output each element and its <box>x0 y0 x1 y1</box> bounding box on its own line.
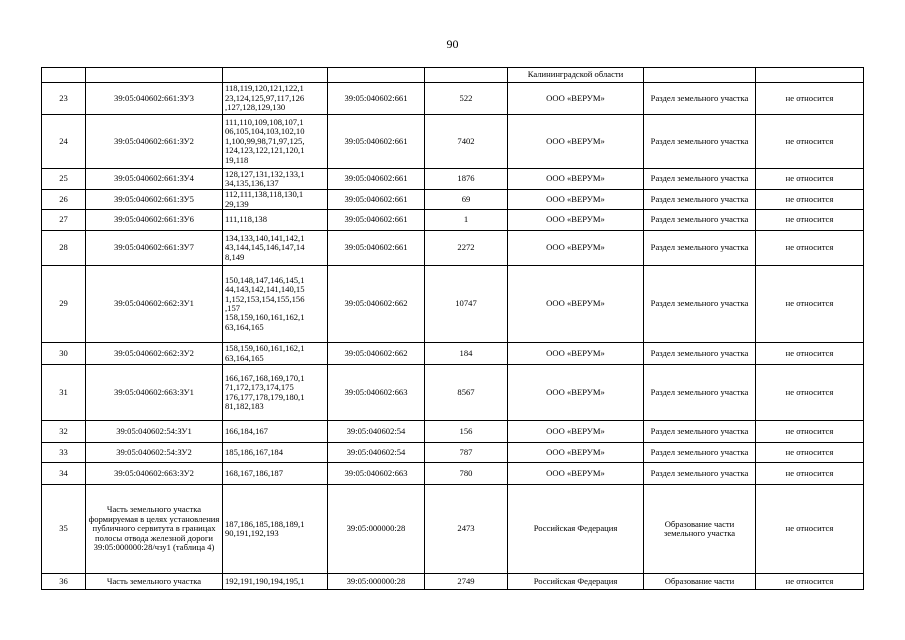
cadastral-number: Часть земельного участка формируемая в целях установления публичного сервитута в границах полосы отвода железной дороги 39:05:000000:28/чзу1 (таблица 4) <box>86 485 223 574</box>
cadastral-number: 39:05:040602:661:ЗУ5 <box>86 190 223 210</box>
owner: ООО «ВЕРУМ» <box>508 443 644 463</box>
restriction-status: не относится <box>756 210 864 231</box>
table-row <box>42 574 864 590</box>
row-number: 30 <box>42 343 86 365</box>
table-row <box>42 463 864 485</box>
cadastral-number: 39:05:040602:54:ЗУ2 <box>86 443 223 463</box>
source-plot: 39:05:040602:662 <box>328 343 425 365</box>
cadastral-number: 39:05:040602:663:ЗУ1 <box>86 365 223 421</box>
source-plot: 39:05:040602:663 <box>328 365 425 421</box>
formation-method: Раздел земельного участка <box>644 421 756 443</box>
owner: ООО «ВЕРУМ» <box>508 365 644 421</box>
boundary-points <box>223 169 328 190</box>
boundary-points <box>223 231 328 266</box>
point-line: 90,191,192,193 <box>225 528 279 538</box>
formation-method: Раздел земельного участка <box>644 115 756 169</box>
owner: ООО «ВЕРУМ» <box>508 421 644 443</box>
table-header-row <box>42 68 864 83</box>
boundary-points <box>223 463 328 485</box>
source-plot: 39:05:000000:28 <box>328 574 425 590</box>
area: 8567 <box>425 365 508 421</box>
restriction-status: не относится <box>756 83 864 115</box>
table-row <box>42 365 864 421</box>
area: 184 <box>425 343 508 365</box>
point-line: 63,164,165 <box>225 321 264 332</box>
boundary-points <box>223 365 328 421</box>
area: 522 <box>425 83 508 115</box>
point-line: ,127,128,129,130 <box>225 102 286 113</box>
cadastral-number: 39:05:040602:663:ЗУ2 <box>86 463 223 485</box>
area: 10747 <box>425 266 508 343</box>
owner: ООО «ВЕРУМ» <box>508 210 644 231</box>
point-line: 166,167,168,169,170,1 <box>225 372 305 383</box>
area: 1876 <box>425 169 508 190</box>
source-plot: 39:05:040602:661 <box>328 231 425 266</box>
boundary-points <box>223 443 328 463</box>
owner: ООО «ВЕРУМ» <box>508 231 644 266</box>
header-cell <box>42 68 86 83</box>
header-cell <box>425 68 508 83</box>
header-cell <box>644 68 756 83</box>
point-line: 29,139 <box>225 198 249 209</box>
point-line: 34,135,136,137 <box>225 178 279 188</box>
point-line: 187,186,185,188,189,1 <box>225 518 305 529</box>
table-row <box>42 421 864 443</box>
header-cell <box>223 68 328 83</box>
formation-method: Раздел земельного участка <box>644 266 756 343</box>
restriction-status: не относится <box>756 574 864 590</box>
formation-method: Раздел земельного участка <box>644 343 756 365</box>
owner: ООО «ВЕРУМ» <box>508 83 644 115</box>
restriction-status: не относится <box>756 421 864 443</box>
land-plot-table <box>41 67 864 590</box>
source-plot: 39:05:040602:661 <box>328 169 425 190</box>
table-row <box>42 343 864 365</box>
area: 2749 <box>425 574 508 590</box>
row-number: 34 <box>42 463 86 485</box>
point-line: 06,105,104,103,102,10 <box>225 126 305 137</box>
point-line: 128,127,131,132,133,1 <box>225 168 305 179</box>
boundary-points <box>223 421 328 443</box>
table-row <box>42 231 864 266</box>
source-plot: 39:05:040602:661 <box>328 210 425 231</box>
boundary-points <box>223 485 328 574</box>
header-cell <box>86 68 223 83</box>
area: 69 <box>425 190 508 210</box>
boundary-points <box>223 83 328 115</box>
owner: ООО «ВЕРУМ» <box>508 169 644 190</box>
source-plot: 39:05:040602:54 <box>328 443 425 463</box>
row-number: 29 <box>42 266 86 343</box>
source-plot: 39:05:040602:663 <box>328 463 425 485</box>
row-number: 23 <box>42 83 86 115</box>
cadastral-number: 39:05:040602:661:ЗУ2 <box>86 115 223 169</box>
source-plot: 39:05:040602:661 <box>328 115 425 169</box>
area: 7402 <box>425 115 508 169</box>
owner: ООО «ВЕРУМ» <box>508 266 644 343</box>
formation-method: Раздел земельного участка <box>644 463 756 485</box>
row-number: 33 <box>42 443 86 463</box>
table-row <box>42 485 864 574</box>
cadastral-number: 39:05:040602:662:ЗУ2 <box>86 343 223 365</box>
formation-method: Раздел земельного участка <box>644 231 756 266</box>
restriction-status: не относится <box>756 115 864 169</box>
point-line: 150,148,147,146,145,1 <box>225 274 305 285</box>
table-row <box>42 169 864 190</box>
point-line: 176,177,178,179,180,1 <box>225 391 305 402</box>
source-plot: 39:05:040602:661 <box>328 83 425 115</box>
point-line: ,157 <box>225 303 241 313</box>
table-body <box>42 68 864 590</box>
boundary-points <box>223 210 328 231</box>
point-line: 43,144,145,146,147,14 <box>225 242 305 253</box>
formation-method: Образование части земельного участка <box>644 485 756 574</box>
formation-method: Раздел земельного участка <box>644 365 756 421</box>
cadastral-number: 39:05:040602:661:ЗУ4 <box>86 169 223 190</box>
point-line: 166,184,167 <box>225 425 268 436</box>
point-line: 168,167,186,187 <box>225 467 284 478</box>
formation-method: Образование части <box>644 574 756 590</box>
point-line: 71,172,173,174,175 <box>225 382 294 393</box>
boundary-points <box>223 115 328 169</box>
page-number: 90 <box>446 37 459 51</box>
header-cell: Калининградской области <box>508 68 644 83</box>
row-number: 31 <box>42 365 86 421</box>
table-row <box>42 443 864 463</box>
point-line: 118,119,120,121,122,1 <box>225 83 304 94</box>
row-number: 25 <box>42 169 86 190</box>
restriction-status: не относится <box>756 443 864 463</box>
source-plot: 39:05:040602:662 <box>328 266 425 343</box>
point-line: 124,123,122,121,120,1 <box>225 145 305 156</box>
formation-method: Раздел земельного участка <box>644 83 756 115</box>
point-line: 19,118 <box>225 154 249 165</box>
table-row <box>42 266 864 343</box>
source-plot: 39:05:040602:661 <box>328 190 425 210</box>
owner: Российская Федерация <box>508 574 644 590</box>
restriction-status: не относится <box>756 485 864 574</box>
owner: ООО «ВЕРУМ» <box>508 190 644 210</box>
point-line: 112,111,138,118,130,1 <box>225 189 304 200</box>
row-number: 28 <box>42 231 86 266</box>
restriction-status: не относится <box>756 169 864 190</box>
point-line: 44,143,142,141,140,15 <box>225 284 305 295</box>
point-line: 111,110,109,108,107,1 <box>225 116 304 127</box>
point-line: 134,133,140,141,142,1 <box>225 232 305 243</box>
point-line: 185,186,167,184 <box>225 446 284 457</box>
formation-method: Раздел земельного участка <box>644 169 756 190</box>
row-number: 32 <box>42 421 86 443</box>
formation-method: Раздел земельного участка <box>644 190 756 210</box>
point-line: 111,118,138 <box>225 214 268 225</box>
area: 156 <box>425 421 508 443</box>
table-row <box>42 210 864 231</box>
row-number: 24 <box>42 115 86 169</box>
area: 787 <box>425 443 508 463</box>
cadastral-number: 39:05:040602:661:ЗУ7 <box>86 231 223 266</box>
boundary-points <box>223 266 328 343</box>
source-plot: 39:05:000000:28 <box>328 485 425 574</box>
row-number: 36 <box>42 574 86 590</box>
owner: ООО «ВЕРУМ» <box>508 343 644 365</box>
point-line: 1,152,153,154,155,156 <box>225 293 305 304</box>
row-number: 35 <box>42 485 86 574</box>
area: 780 <box>425 463 508 485</box>
table-row <box>42 190 864 210</box>
area: 1 <box>425 210 508 231</box>
owner: ООО «ВЕРУМ» <box>508 115 644 169</box>
restriction-status: не относится <box>756 463 864 485</box>
table-row <box>42 83 864 115</box>
owner: ООО «ВЕРУМ» <box>508 463 644 485</box>
point-line: 81,182,183 <box>225 400 264 411</box>
point-line: 158,159,160,161,162,1 <box>225 343 305 354</box>
restriction-status: не относится <box>756 343 864 365</box>
cadastral-number: 39:05:040602:661:ЗУ6 <box>86 210 223 231</box>
boundary-points <box>223 574 328 590</box>
formation-method: Раздел земельного участка <box>644 210 756 231</box>
row-number: 27 <box>42 210 86 231</box>
cadastral-number: 39:05:040602:661:ЗУ3 <box>86 83 223 115</box>
cadastral-number: 39:05:040602:662:ЗУ1 <box>86 266 223 343</box>
restriction-status: не относится <box>756 266 864 343</box>
boundary-points <box>223 190 328 210</box>
point-line: 23,124,125,97,117,126 <box>225 92 305 103</box>
point-line: 1,100,99,98,71,97,125, <box>225 135 305 146</box>
row-number: 26 <box>42 190 86 210</box>
cadastral-number: 39:05:040602:54:ЗУ1 <box>86 421 223 443</box>
point-line: 158,159,160,161,162,1 <box>225 312 305 323</box>
restriction-status: не относится <box>756 231 864 266</box>
restriction-status: не относится <box>756 365 864 421</box>
source-plot: 39:05:040602:54 <box>328 421 425 443</box>
boundary-points <box>223 343 328 365</box>
table-row <box>42 115 864 169</box>
header-cell <box>328 68 425 83</box>
restriction-status: не относится <box>756 190 864 210</box>
point-line: 8,149 <box>225 251 245 262</box>
owner: Российская Федерация <box>508 485 644 574</box>
cadastral-number: Часть земельного участка <box>86 574 223 590</box>
point-line: 63,164,165 <box>225 352 264 363</box>
area: 2272 <box>425 231 508 266</box>
formation-method: Раздел земельного участка <box>644 443 756 463</box>
point-line: 192,191,190,194,195,1 <box>225 575 305 586</box>
area: 2473 <box>425 485 508 574</box>
header-cell <box>756 68 864 83</box>
